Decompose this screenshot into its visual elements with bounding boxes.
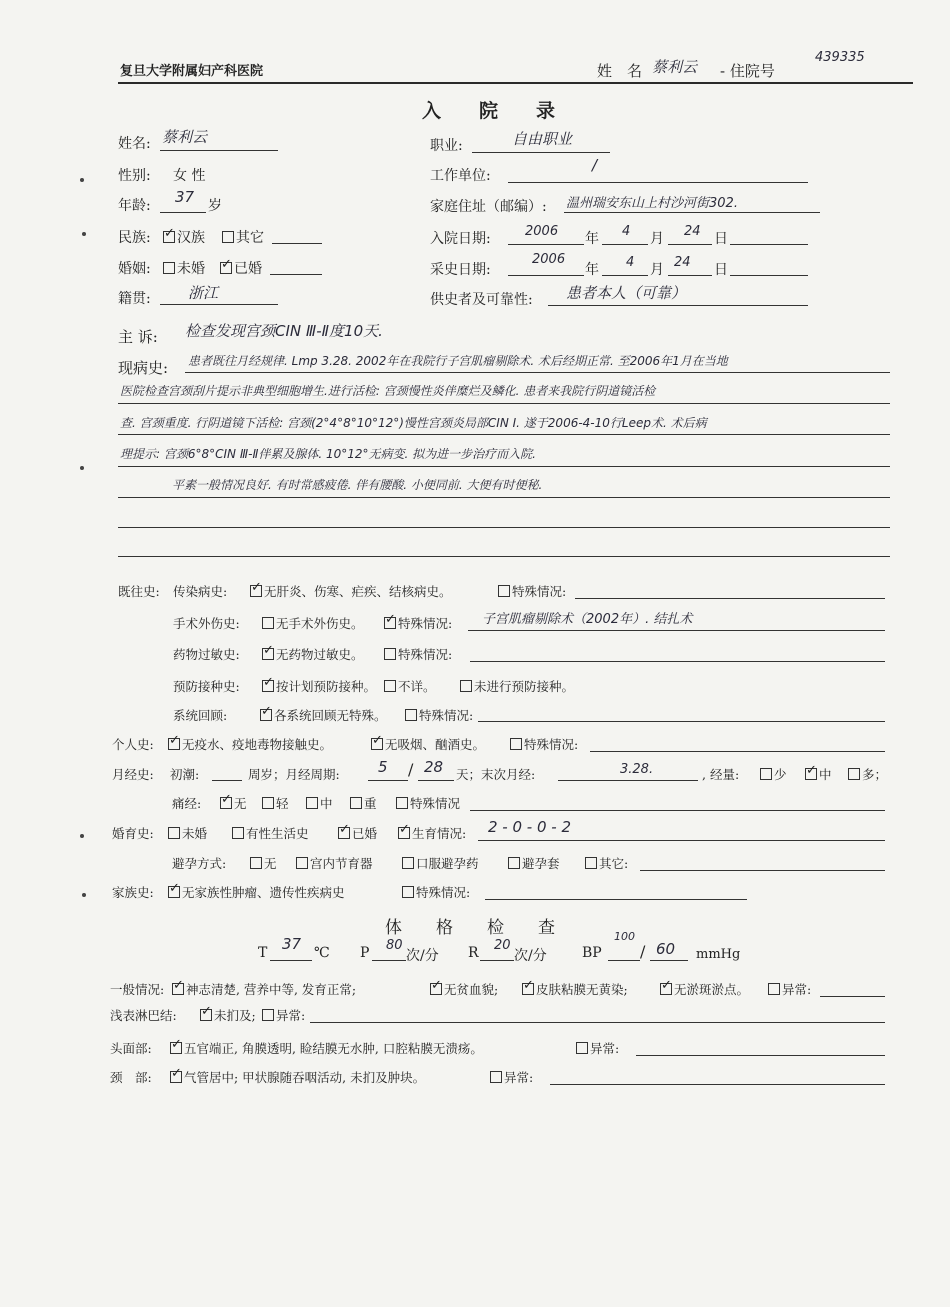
menarche-label: 初潮: (170, 767, 200, 782)
cycle-slash: / (408, 760, 414, 779)
history-year: 2006 (532, 252, 566, 267)
review-special-checkbox[interactable]: 特殊情况: (405, 706, 473, 724)
allergy-line (470, 661, 885, 662)
native-line (160, 304, 278, 305)
illness-rule-7 (118, 556, 890, 557)
workplace-value: / (592, 156, 598, 174)
lymph-label: 浅表淋巴结: (110, 1008, 177, 1023)
head-label: 头面部: (110, 1041, 152, 1056)
contra-pill-checkbox[interactable]: 口服避孕药 (402, 854, 479, 872)
temp-value: 37 (282, 935, 302, 953)
marital-label: 婚姻: (118, 261, 151, 277)
header-admission-value: 439335 (815, 50, 865, 65)
present-illness-label: 现病史: (118, 359, 169, 377)
neck-line (550, 1084, 885, 1085)
history-day-line (668, 275, 712, 276)
general-opt2-checkbox[interactable]: ✓ 无贫血貌; (430, 980, 498, 998)
age-unit: 岁 (208, 198, 222, 214)
temp-label: T (258, 945, 268, 961)
informant-line (548, 305, 808, 306)
pain-label: 痛经: (172, 796, 202, 811)
native-label: 籍贯: (118, 291, 151, 307)
header-admission-label: - 住院号 (720, 62, 775, 80)
sex-label: 性别: (118, 168, 151, 184)
occupation-value: 自由职业 (512, 130, 573, 148)
illness-rule-3 (118, 434, 890, 435)
personal-special-checkbox[interactable]: 特殊情况: (510, 735, 578, 753)
admit-day: 24 (684, 224, 701, 239)
past-history-label: 既往史: (118, 584, 160, 599)
admit-day-line (668, 244, 712, 245)
lmp-line (558, 780, 698, 781)
vaccine-plan-checkbox[interactable]: ✓ 按计划预防接种。 (262, 677, 376, 695)
age-label: 年龄: (118, 198, 151, 214)
head-abnormal-checkbox[interactable]: 异常: (576, 1039, 619, 1057)
surgery-line (468, 630, 885, 631)
address-label: 家庭住址（邮编）: (430, 199, 547, 215)
review-none-checkbox[interactable]: ✓ 各系统回顾无特殊。 (260, 706, 387, 724)
sex-value: 女 性 (173, 168, 206, 184)
occupation-label: 职业: (430, 138, 463, 154)
pain-mild-checkbox[interactable]: 轻 (262, 794, 289, 812)
address-value: 温州瑞安东山上村沙河街302. (566, 196, 738, 211)
admit-year-label: 年 (585, 231, 599, 247)
vaccine-none-checkbox[interactable]: 未进行预防接种。 (460, 677, 574, 695)
personal-label: 个人史: (112, 737, 154, 752)
history-month-line (602, 275, 648, 276)
present-illness-line-1: 患者既往月经规律. Lmp 3.28. 2002年在我院行子宫肌瘤剔除术. 术后经期正常. 至2006年1月在当地 (188, 354, 728, 368)
general-label: 一般情况: (110, 982, 165, 997)
personal-opt1-checkbox[interactable]: ✓ 无疫水、疫地毒物接触史。 (168, 735, 332, 753)
temp-line (270, 960, 312, 961)
admit-month-line (602, 244, 648, 245)
complaint-label: 主 诉: (118, 328, 158, 346)
cycle-label: 周岁；月经周期: (248, 767, 340, 782)
admit-day-label: 日 (714, 231, 728, 247)
header-rule (118, 82, 913, 84)
informant-label: 供史者及可靠性: (430, 292, 533, 308)
history-year-label: 年 (585, 262, 599, 278)
pain-line (470, 810, 885, 811)
contraception-label: 避孕方式: (172, 856, 227, 871)
temp-unit: ℃ (314, 945, 330, 961)
illness-rule-2 (118, 403, 890, 404)
bp-dia-line (650, 960, 688, 961)
contra-condom-checkbox[interactable]: 避孕套 (508, 854, 560, 872)
marriage-unmarried-checkbox[interactable]: 未婚 (168, 824, 207, 842)
period-days: 5 (378, 758, 388, 776)
margin-mark (82, 893, 86, 897)
contra-line (640, 870, 885, 871)
address-line (564, 212, 820, 213)
ethnicity-other-checkbox[interactable]: 其它 (222, 227, 264, 247)
marriage-sexual-checkbox[interactable]: 有性生活史 (232, 824, 309, 842)
admit-date-label: 入院日期: (430, 231, 491, 247)
lymph-abnormal-checkbox[interactable]: 异常: (262, 1006, 305, 1024)
surgery-special-checkbox[interactable]: ✓ 特殊情况: (384, 614, 452, 632)
surgery-value: 子宫肌瘤剔除术（2002年）. 结扎术 (482, 612, 693, 627)
vol-high-checkbox[interactable]: 多； (848, 765, 887, 783)
admit-tail-line (730, 244, 808, 245)
resp-label: R (468, 945, 479, 961)
bp-slash: / (640, 942, 646, 961)
margin-mark (80, 834, 84, 838)
name-value: 蔡利云 (162, 128, 208, 146)
family-none-checkbox[interactable]: ✓ 无家族性肿瘤、遗传性疾病史 (168, 883, 345, 901)
review-label: 系统回顾: (173, 708, 228, 723)
head-normal-checkbox[interactable]: ✓ 五官端正, 角膜透明, 睑结膜无水肿, 口腔粘膜无溃疡。 (170, 1039, 483, 1057)
marriage-birth-checkbox[interactable]: ✓ 生育情况: (398, 824, 466, 842)
admit-year: 2006 (525, 224, 559, 239)
bp-label: BP (582, 945, 602, 961)
surgery-label: 手术外伤史: (173, 616, 240, 631)
present-illness-line-5: 平素一般情况良好. 有时常感疲倦. 伴有腰酸. 小便同前. 大便有时便秘. (172, 478, 543, 492)
infectious-label: 传染病史: (173, 584, 228, 599)
pulse-label: P (360, 945, 370, 961)
married-checkbox[interactable]: ✓ 已婚 (220, 258, 262, 278)
pain-severe-checkbox[interactable]: 重 (350, 794, 377, 812)
illness-rule-4 (118, 466, 890, 467)
neck-label: 颈 部: (110, 1070, 152, 1085)
vaccine-label: 预防接种史: (173, 679, 240, 694)
history-month-label: 月 (650, 262, 664, 278)
ethnicity-other-line (272, 243, 322, 244)
resp-line (480, 960, 514, 961)
head-line (636, 1055, 885, 1056)
admit-month: 4 (622, 224, 631, 239)
vaccine-unknown-checkbox[interactable]: 不详。 (384, 677, 436, 695)
allergy-none-checkbox[interactable]: ✓ 无药物过敏史。 (262, 645, 364, 663)
margin-mark (80, 178, 84, 182)
name-line (160, 150, 278, 151)
surgery-none-checkbox[interactable]: 无手术外伤史。 (262, 614, 364, 632)
complaint-value: 检查发现宫颈CIN Ⅲ-Ⅱ度10天. (185, 322, 383, 340)
contra-other-checkbox[interactable]: 其它: (585, 854, 628, 872)
volume-label: , 经量: (702, 767, 740, 782)
margin-mark (80, 466, 84, 470)
present-illness-line-2: 医院检查宫颈刮片提示非典型细胞增生.进行活检: 宫颈慢性炎伴糜烂及鳞化. 患者来我院行阴道镜活检 (120, 384, 656, 398)
ethnicity-han-checkbox[interactable]: ✓ 汉族 (163, 227, 205, 247)
marriage-label: 婚育史: (112, 826, 154, 841)
lymph-none-checkbox[interactable]: ✓ 未扪及; (200, 1006, 256, 1024)
resp-value: 20 (494, 938, 511, 953)
hospital-name: 复旦大学附属妇产科医院 (120, 64, 264, 79)
birth-value: 2 - 0 - 0 - 2 (488, 818, 572, 836)
personal-opt2-checkbox[interactable]: ✓ 无吸烟、酗酒史。 (371, 735, 485, 753)
present-illness-line-3: 查. 宫颈重度. 行阴道镜下活检: 宫颈(2°4°8°10°12°)慢性宫颈炎局部CIN I. 遂于2006-4-10行Leep术. 术后病 (120, 416, 707, 430)
pain-mid-checkbox[interactable]: 中 (306, 794, 333, 812)
history-year-line (508, 275, 584, 276)
neck-abnormal-checkbox[interactable]: 异常: (490, 1068, 533, 1086)
personal-line (590, 751, 885, 752)
contra-none-checkbox[interactable]: 无 (250, 854, 277, 872)
workplace-line (508, 182, 808, 183)
contra-iud-checkbox[interactable]: 宫内节育器 (296, 854, 373, 872)
header-name-value: 蔡利云 (652, 58, 698, 76)
menstrual-label: 月经史: (112, 767, 154, 782)
native-value: 浙江 (188, 284, 219, 302)
history-day-label: 日 (714, 262, 728, 278)
illness-rule-5 (118, 497, 890, 498)
history-month: 4 (626, 255, 635, 270)
family-special-checkbox[interactable]: 特殊情况: (402, 883, 470, 901)
infectious-none-checkbox[interactable]: ✓ 无肝炎、伤寒、疟疾、结核病史。 (250, 582, 452, 600)
illness-rule-6 (118, 527, 890, 528)
age-line (160, 212, 206, 213)
age-value: 37 (175, 188, 195, 206)
cycle-days: 28 (424, 758, 444, 776)
pain-none-checkbox[interactable]: ✓ 无 (220, 794, 247, 812)
family-label: 家族史: (112, 885, 154, 900)
ethnicity-label: 民族: (118, 230, 151, 246)
vol-low-checkbox[interactable]: 少 (760, 765, 787, 783)
occupation-line (472, 152, 610, 153)
general-opt4-checkbox[interactable]: ✓ 无淤斑淤点。 (660, 980, 749, 998)
margin-mark (82, 232, 86, 236)
lymph-line (310, 1022, 885, 1023)
menarche-line (212, 780, 242, 781)
unmarried-checkbox[interactable]: 未婚 (163, 258, 205, 278)
bp-unit: mmHg (696, 947, 741, 962)
pulse-value: 80 (386, 938, 403, 953)
review-line (478, 721, 885, 722)
lmp-value: 3.28. (620, 762, 654, 777)
workplace-label: 工作单位: (430, 168, 491, 184)
infectious-line (575, 598, 885, 599)
informant-value: 患者本人（可靠） (566, 284, 687, 302)
day-unit: 天；末次月经: (456, 767, 536, 782)
pulse-line (372, 960, 406, 961)
history-day: 24 (674, 255, 691, 270)
infectious-special-checkbox[interactable]: 特殊情况: (498, 582, 566, 600)
exam-title: 体格检查 (385, 918, 589, 938)
admit-month-label: 月 (650, 231, 664, 247)
neck-normal-checkbox[interactable]: ✓ 气管居中; 甲状腺随吞咽活动, 未扪及肿块。 (170, 1068, 425, 1086)
general-opt3-checkbox[interactable]: ✓ 皮肤粘膜无黄染; (522, 980, 628, 998)
bp-systolic: 100 (614, 930, 635, 943)
general-opt1-checkbox[interactable]: ✓ 神志清楚, 营养中等, 发育正常; (172, 980, 356, 998)
history-tail-line (730, 275, 808, 276)
general-abnormal-checkbox[interactable]: 异常: (768, 980, 811, 998)
history-date-label: 采史日期: (430, 262, 491, 278)
pain-special-checkbox[interactable]: 特殊情况 (396, 794, 460, 812)
illness-rule-1 (185, 372, 890, 373)
marital-line (270, 274, 322, 275)
bp-sys-line (608, 960, 640, 961)
birth-line (478, 840, 885, 841)
pulse-unit: 次/分 (406, 948, 439, 964)
period-line (368, 780, 408, 781)
marriage-married-checkbox[interactable]: ✓ 已婚 (338, 824, 377, 842)
present-illness-line-4: 理提示: 宫颈6°8°CIN Ⅲ-Ⅱ伴累及腺体. 10°12°无病变. 拟为进一步治疗而入院. (120, 447, 536, 461)
cycle-line (418, 780, 454, 781)
allergy-label: 药物过敏史: (173, 647, 240, 662)
header-name-label: 姓 名 (597, 62, 643, 80)
allergy-special-checkbox[interactable]: 特殊情况: (384, 645, 452, 663)
admit-year-line (508, 244, 584, 245)
general-line (820, 996, 885, 997)
page-title: 入院录 (422, 100, 594, 122)
family-line (485, 899, 747, 900)
resp-unit: 次/分 (514, 948, 547, 964)
vol-mid-checkbox[interactable]: ✓ 中 (805, 765, 832, 783)
name-label: 姓名: (118, 136, 151, 152)
bp-diastolic: 60 (656, 940, 676, 958)
